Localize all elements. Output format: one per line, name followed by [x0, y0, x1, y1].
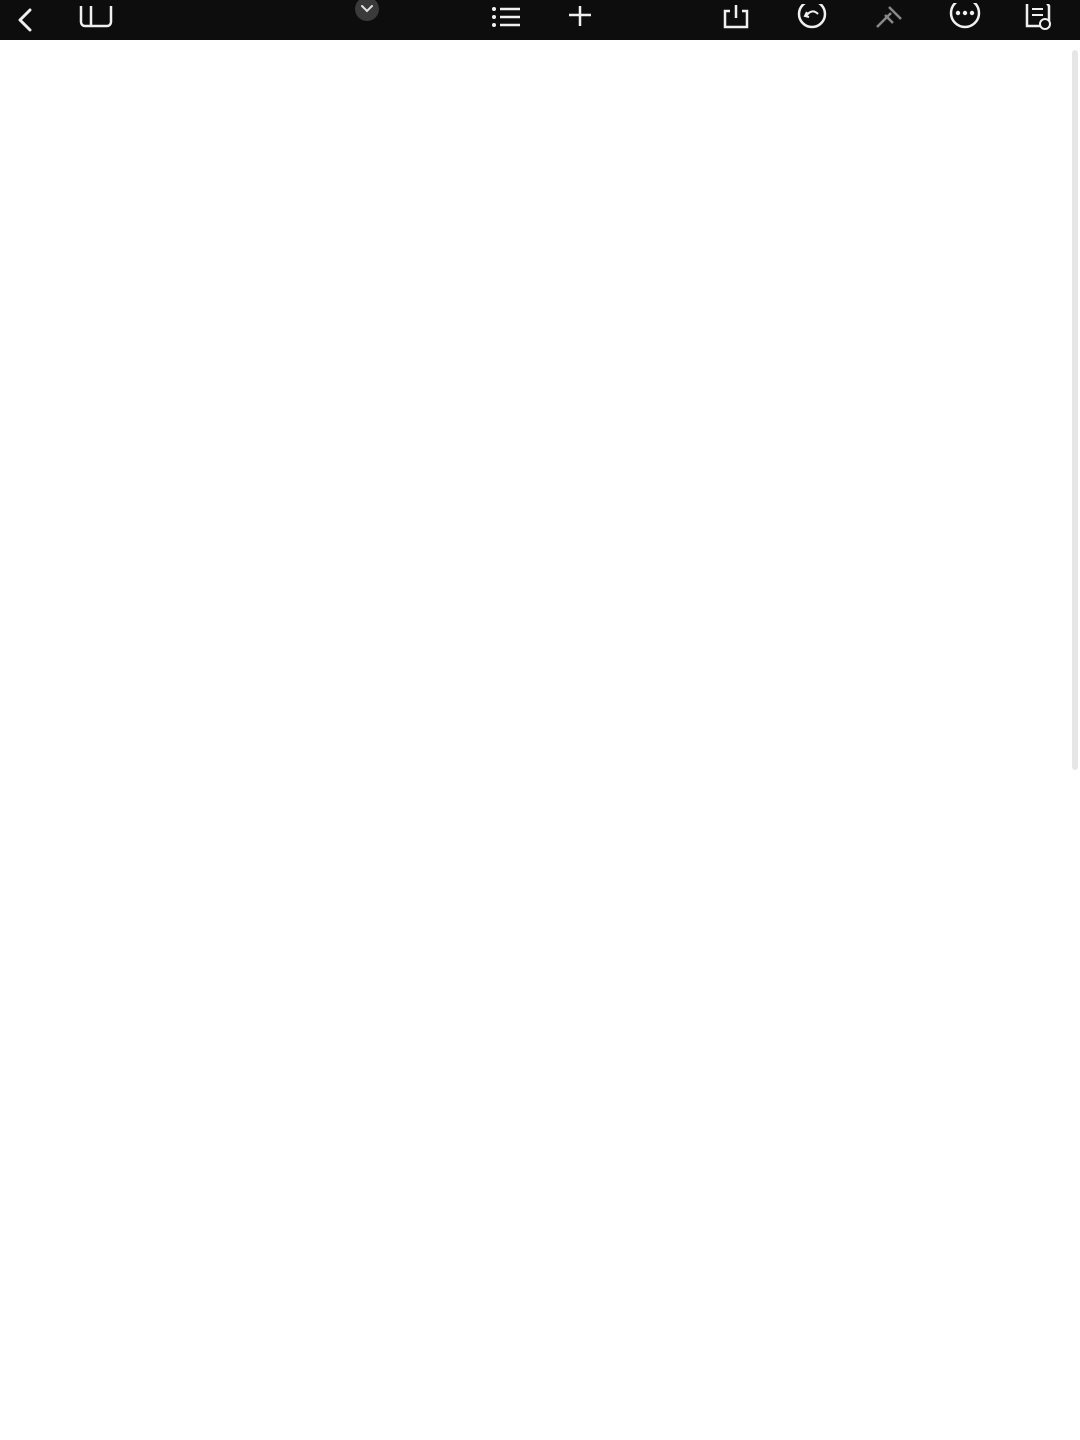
title-dropdown-chevron-icon[interactable]: [355, 0, 379, 21]
top-toolbar: [0, 0, 1080, 40]
back-chevron-icon[interactable]: [8, 0, 44, 40]
add-icon[interactable]: [560, 0, 600, 40]
undo-icon[interactable]: [792, 0, 832, 40]
more-icon[interactable]: [944, 0, 986, 40]
document-icon[interactable]: [1020, 0, 1056, 40]
document-page: [0, 40, 1080, 1440]
scrollbar[interactable]: [1072, 50, 1078, 770]
pin-tool-icon[interactable]: [868, 0, 908, 40]
list-icon[interactable]: [486, 0, 526, 40]
share-icon[interactable]: [716, 0, 756, 40]
sidebar-toggle-icon[interactable]: [76, 0, 116, 40]
